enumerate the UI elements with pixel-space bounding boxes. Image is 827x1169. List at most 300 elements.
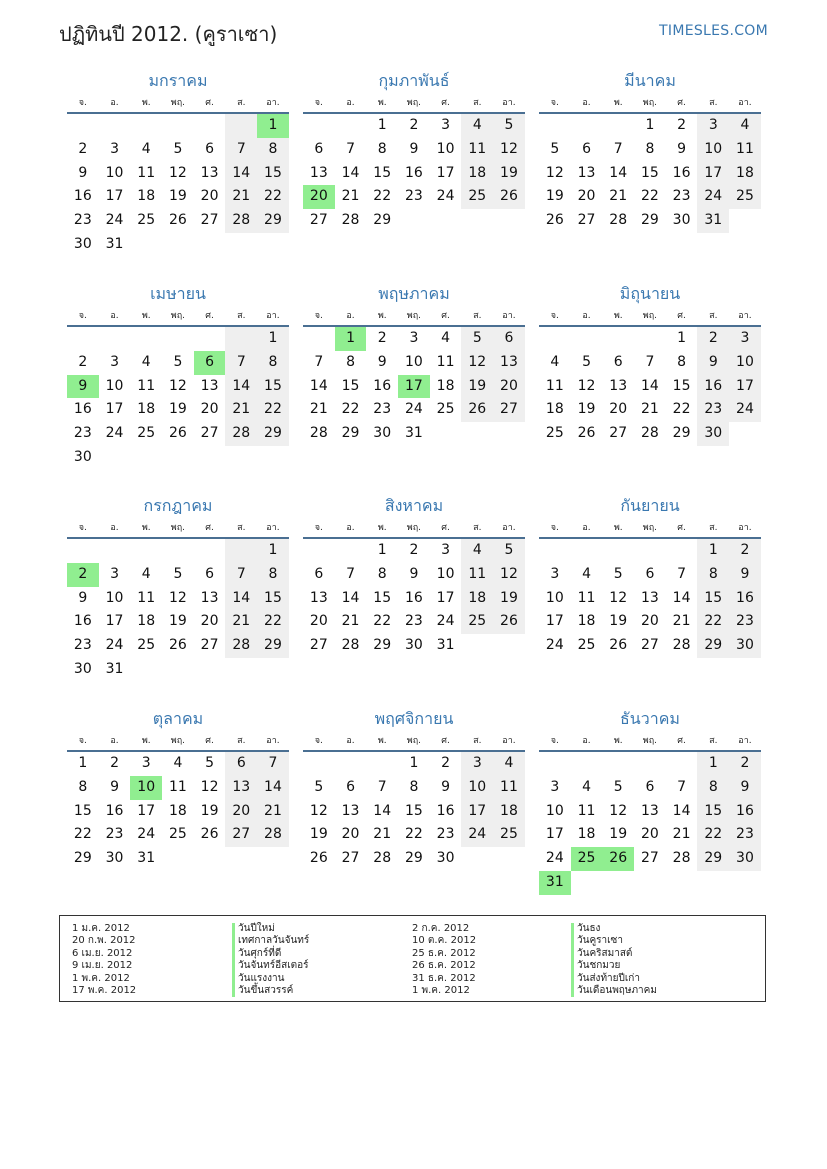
day-cell[interactable]: 31	[436, 637, 455, 654]
day-cell[interactable]: 5	[314, 778, 324, 795]
day-cell[interactable]: 5	[613, 778, 623, 795]
day-cell[interactable]: 19	[461, 375, 493, 399]
day-cell[interactable]: 18	[461, 587, 493, 611]
day-cell[interactable]: 19	[609, 613, 628, 630]
day-cell[interactable]: 23	[729, 823, 761, 847]
day-cell[interactable]: 10	[545, 589, 564, 606]
day-cell[interactable]: 20	[341, 826, 360, 843]
day-cell[interactable]: 3	[441, 542, 451, 558]
day-cell[interactable]: 4	[441, 330, 451, 346]
day-cell[interactable]: 26	[493, 610, 525, 634]
day-cell[interactable]: 27	[609, 425, 628, 442]
day-cell[interactable]: 28	[309, 425, 328, 442]
day-cell[interactable]: 13	[200, 589, 219, 606]
day-cell[interactable]: 11	[577, 589, 596, 606]
day-cell[interactable]: 23	[73, 637, 92, 654]
day-cell[interactable]: 26	[545, 212, 564, 229]
day-cell[interactable]: 26	[168, 212, 187, 229]
day-cell[interactable]: 30	[73, 660, 92, 677]
day-cell[interactable]: 30	[697, 422, 729, 446]
day-cell[interactable]: 15	[404, 802, 423, 819]
day-cell[interactable]: 11	[729, 138, 761, 162]
day-cell[interactable]: 1	[697, 752, 729, 776]
day-cell[interactable]: 6	[493, 327, 525, 351]
day-cell[interactable]: 18	[577, 613, 596, 630]
day-cell[interactable]: 21	[225, 610, 257, 634]
day-cell[interactable]: 28	[341, 637, 360, 654]
day-cell[interactable]: 19	[200, 802, 219, 819]
day-cell[interactable]: 9	[67, 375, 99, 399]
day-cell[interactable]: 18	[137, 188, 156, 205]
day-cell[interactable]: 3	[441, 117, 451, 133]
day-cell[interactable]: 19	[168, 188, 187, 205]
day-cell[interactable]: 26	[602, 847, 634, 871]
day-cell[interactable]: 24	[545, 637, 564, 654]
day-cell[interactable]: 22	[697, 823, 729, 847]
day-cell[interactable]: 2	[110, 755, 119, 771]
day-cell[interactable]: 14	[609, 164, 628, 181]
day-cell[interactable]: 14	[257, 776, 289, 800]
day-cell[interactable]: 8	[78, 778, 88, 795]
day-cell[interactable]: 18	[461, 162, 493, 186]
day-cell[interactable]: 5	[205, 755, 215, 771]
day-cell[interactable]: 29	[373, 212, 392, 229]
day-cell[interactable]: 11	[493, 776, 525, 800]
day-cell[interactable]: 6	[346, 778, 355, 795]
day-cell[interactable]: 30	[105, 850, 124, 867]
day-cell[interactable]: 27	[200, 212, 219, 229]
day-cell[interactable]: 4	[141, 565, 151, 582]
day-cell[interactable]: 3	[550, 778, 560, 795]
day-cell[interactable]: 28	[225, 634, 257, 658]
site-link[interactable]: TIMESLES.COM	[659, 23, 768, 39]
day-cell[interactable]: 1	[335, 327, 367, 351]
day-cell[interactable]: 24	[105, 425, 124, 442]
day-cell[interactable]: 24	[105, 637, 124, 654]
day-cell[interactable]: 22	[640, 188, 659, 205]
day-cell[interactable]: 6	[194, 351, 226, 375]
day-cell[interactable]: 2	[697, 327, 729, 351]
day-cell[interactable]: 23	[436, 826, 455, 843]
day-cell[interactable]: 19	[577, 401, 596, 418]
day-cell[interactable]: 31	[105, 660, 124, 677]
day-cell[interactable]: 31	[137, 850, 156, 867]
day-cell[interactable]: 1	[409, 755, 419, 771]
day-cell[interactable]: 21	[373, 826, 392, 843]
day-cell[interactable]: 17	[105, 613, 124, 630]
day-cell[interactable]: 22	[697, 610, 729, 634]
day-cell[interactable]: 20	[303, 185, 335, 209]
day-cell[interactable]: 17	[436, 589, 455, 606]
day-cell[interactable]: 7	[225, 351, 257, 375]
day-cell[interactable]: 12	[168, 377, 187, 394]
day-cell[interactable]: 30	[729, 634, 761, 658]
day-cell[interactable]: 27	[225, 823, 257, 847]
day-cell[interactable]: 1	[697, 539, 729, 563]
day-cell[interactable]: 5	[173, 353, 183, 370]
day-cell[interactable]: 25	[168, 826, 187, 843]
day-cell[interactable]: 26	[309, 850, 328, 867]
day-cell[interactable]: 9	[409, 140, 419, 157]
day-cell[interactable]: 2	[67, 563, 99, 587]
day-cell[interactable]: 21	[309, 401, 328, 418]
day-cell[interactable]: 29	[341, 425, 360, 442]
day-cell[interactable]: 2	[409, 117, 419, 133]
day-cell[interactable]: 3	[550, 565, 560, 582]
day-cell[interactable]: 9	[377, 353, 387, 370]
day-cell[interactable]: 23	[404, 613, 423, 630]
day-cell[interactable]: 13	[341, 802, 360, 819]
day-cell[interactable]: 8	[697, 563, 729, 587]
day-cell[interactable]: 7	[314, 353, 324, 370]
day-cell[interactable]: 31	[404, 425, 423, 442]
day-cell[interactable]: 6	[314, 140, 324, 157]
day-cell[interactable]: 8	[346, 353, 355, 370]
day-cell[interactable]: 15	[73, 802, 92, 819]
day-cell[interactable]: 7	[677, 565, 687, 582]
day-cell[interactable]: 4	[141, 353, 151, 370]
day-cell[interactable]: 26	[577, 425, 596, 442]
day-cell[interactable]: 24	[137, 826, 156, 843]
day-cell[interactable]: 10	[729, 351, 761, 375]
day-cell[interactable]: 25	[137, 425, 156, 442]
day-cell[interactable]: 24	[545, 850, 564, 867]
day-cell[interactable]: 22	[257, 185, 289, 209]
day-cell[interactable]: 5	[173, 565, 183, 582]
day-cell[interactable]: 5	[493, 114, 525, 138]
day-cell[interactable]: 9	[110, 778, 119, 795]
day-cell[interactable]: 29	[404, 850, 423, 867]
day-cell[interactable]: 24	[105, 212, 124, 229]
day-cell[interactable]: 5	[550, 140, 560, 157]
day-cell[interactable]: 7	[225, 138, 257, 162]
day-cell[interactable]: 20	[609, 401, 628, 418]
day-cell[interactable]: 2	[409, 542, 419, 558]
day-cell[interactable]: 7	[225, 563, 257, 587]
day-cell[interactable]: 12	[168, 164, 187, 181]
day-cell[interactable]: 4	[461, 114, 493, 138]
day-cell[interactable]: 21	[672, 826, 691, 843]
day-cell[interactable]: 15	[373, 164, 392, 181]
day-cell[interactable]: 19	[168, 613, 187, 630]
day-cell[interactable]: 6	[205, 140, 215, 157]
day-cell[interactable]: 24	[404, 401, 423, 418]
day-cell[interactable]: 11	[577, 802, 596, 819]
day-cell[interactable]: 26	[609, 637, 628, 654]
day-cell[interactable]: 6	[205, 565, 215, 582]
day-cell[interactable]: 22	[672, 401, 691, 418]
day-cell[interactable]: 18	[493, 800, 525, 824]
day-cell[interactable]: 29	[373, 637, 392, 654]
day-cell[interactable]: 24	[697, 185, 729, 209]
day-cell[interactable]: 16	[105, 802, 124, 819]
day-cell[interactable]: 19	[309, 826, 328, 843]
day-cell[interactable]: 16	[404, 589, 423, 606]
day-cell[interactable]: 17	[436, 164, 455, 181]
day-cell[interactable]: 11	[461, 138, 493, 162]
day-cell[interactable]: 27	[341, 850, 360, 867]
day-cell[interactable]: 28	[225, 209, 257, 233]
day-cell[interactable]: 13	[200, 377, 219, 394]
day-cell[interactable]: 16	[697, 375, 729, 399]
day-cell[interactable]: 4	[582, 778, 591, 795]
day-cell[interactable]: 10	[130, 776, 162, 800]
day-cell[interactable]: 14	[672, 589, 691, 606]
day-cell[interactable]: 26	[168, 637, 187, 654]
day-cell[interactable]: 16	[404, 164, 423, 181]
day-cell[interactable]: 17	[729, 375, 761, 399]
day-cell[interactable]: 3	[409, 330, 419, 346]
day-cell[interactable]: 7	[346, 140, 355, 157]
day-cell[interactable]: 9	[78, 164, 88, 181]
day-cell[interactable]: 27	[577, 212, 596, 229]
day-cell[interactable]: 4	[173, 755, 183, 771]
day-cell[interactable]: 5	[613, 565, 623, 582]
day-cell[interactable]: 3	[110, 565, 119, 582]
day-cell[interactable]: 14	[341, 589, 360, 606]
day-cell[interactable]: 17	[545, 613, 564, 630]
day-cell[interactable]: 25	[137, 212, 156, 229]
day-cell[interactable]: 1	[257, 539, 289, 563]
day-cell[interactable]: 13	[200, 164, 219, 181]
day-cell[interactable]: 30	[73, 448, 92, 465]
day-cell[interactable]: 26	[168, 425, 187, 442]
day-cell[interactable]: 7	[377, 778, 387, 795]
day-cell[interactable]: 2	[677, 117, 687, 133]
day-cell[interactable]: 8	[257, 563, 289, 587]
day-cell[interactable]: 21	[225, 185, 257, 209]
day-cell[interactable]: 7	[645, 353, 655, 370]
day-cell[interactable]: 16	[73, 613, 92, 630]
day-cell[interactable]: 27	[309, 637, 328, 654]
day-cell[interactable]: 9	[729, 563, 761, 587]
day-cell[interactable]: 2	[377, 330, 387, 346]
day-cell[interactable]: 31	[105, 235, 124, 252]
day-cell[interactable]: 20	[640, 613, 659, 630]
day-cell[interactable]: 14	[341, 164, 360, 181]
day-cell[interactable]: 24	[461, 823, 493, 847]
day-cell[interactable]: 13	[309, 589, 328, 606]
day-cell[interactable]: 15	[257, 162, 289, 186]
day-cell[interactable]: 1	[377, 117, 387, 133]
day-cell[interactable]: 15	[697, 587, 729, 611]
day-cell[interactable]: 1	[257, 327, 289, 351]
day-cell[interactable]: 19	[545, 188, 564, 205]
day-cell[interactable]: 25	[461, 185, 493, 209]
day-cell[interactable]: 11	[436, 353, 455, 370]
day-cell[interactable]: 28	[257, 823, 289, 847]
day-cell[interactable]: 28	[672, 637, 691, 654]
day-cell[interactable]: 13	[225, 776, 257, 800]
day-cell[interactable]: 16	[373, 377, 392, 394]
day-cell[interactable]: 20	[640, 826, 659, 843]
day-cell[interactable]: 25	[571, 847, 603, 871]
day-cell[interactable]: 25	[577, 637, 596, 654]
day-cell[interactable]: 16	[436, 802, 455, 819]
day-cell[interactable]: 20	[225, 800, 257, 824]
day-cell[interactable]: 5	[493, 539, 525, 563]
day-cell[interactable]: 1	[377, 542, 387, 558]
day-cell[interactable]: 3	[110, 140, 119, 157]
day-cell[interactable]: 11	[168, 778, 187, 795]
day-cell[interactable]: 11	[461, 563, 493, 587]
day-cell[interactable]: 9	[729, 776, 761, 800]
day-cell[interactable]: 20	[493, 375, 525, 399]
day-cell[interactable]: 15	[640, 164, 659, 181]
day-cell[interactable]: 21	[225, 398, 257, 422]
day-cell[interactable]: 8	[645, 140, 655, 157]
day-cell[interactable]: 1	[677, 330, 687, 346]
day-cell[interactable]: 23	[404, 188, 423, 205]
day-cell[interactable]: 12	[309, 802, 328, 819]
day-cell[interactable]: 30	[404, 637, 423, 654]
day-cell[interactable]: 21	[341, 613, 360, 630]
day-cell[interactable]: 16	[729, 800, 761, 824]
day-cell[interactable]: 6	[314, 565, 324, 582]
day-cell[interactable]: 23	[73, 425, 92, 442]
day-cell[interactable]: 13	[577, 164, 596, 181]
day-cell[interactable]: 11	[545, 377, 564, 394]
day-cell[interactable]: 21	[672, 613, 691, 630]
day-cell[interactable]: 3	[141, 755, 151, 771]
day-cell[interactable]: 27	[200, 637, 219, 654]
day-cell[interactable]: 10	[436, 140, 455, 157]
day-cell[interactable]: 30	[672, 212, 691, 229]
day-cell[interactable]: 9	[677, 140, 687, 157]
day-cell[interactable]: 8	[377, 565, 387, 582]
day-cell[interactable]: 29	[257, 422, 289, 446]
day-cell[interactable]: 23	[73, 212, 92, 229]
day-cell[interactable]: 23	[105, 826, 124, 843]
day-cell[interactable]: 16	[729, 587, 761, 611]
day-cell[interactable]: 15	[697, 800, 729, 824]
day-cell[interactable]: 18	[137, 613, 156, 630]
day-cell[interactable]: 4	[550, 353, 560, 370]
day-cell[interactable]: 17	[697, 162, 729, 186]
day-cell[interactable]: 30	[729, 847, 761, 871]
day-cell[interactable]: 4	[729, 114, 761, 138]
day-cell[interactable]: 16	[73, 188, 92, 205]
day-cell[interactable]: 28	[672, 850, 691, 867]
day-cell[interactable]: 10	[105, 164, 124, 181]
day-cell[interactable]: 31	[697, 209, 729, 233]
day-cell[interactable]: 12	[609, 589, 628, 606]
day-cell[interactable]: 20	[200, 401, 219, 418]
day-cell[interactable]: 8	[409, 778, 419, 795]
day-cell[interactable]: 25	[436, 401, 455, 418]
day-cell[interactable]: 21	[640, 401, 659, 418]
day-cell[interactable]: 27	[493, 398, 525, 422]
day-cell[interactable]: 23	[697, 398, 729, 422]
day-cell[interactable]: 28	[225, 422, 257, 446]
day-cell[interactable]: 17	[105, 188, 124, 205]
day-cell[interactable]: 19	[493, 587, 525, 611]
day-cell[interactable]: 10	[105, 589, 124, 606]
day-cell[interactable]: 24	[436, 188, 455, 205]
day-cell[interactable]: 15	[257, 587, 289, 611]
day-cell[interactable]: 27	[640, 637, 659, 654]
day-cell[interactable]: 13	[640, 589, 659, 606]
day-cell[interactable]: 25	[137, 637, 156, 654]
day-cell[interactable]: 13	[609, 377, 628, 394]
day-cell[interactable]: 2	[441, 755, 451, 771]
day-cell[interactable]: 31	[539, 871, 571, 895]
day-cell[interactable]: 25	[493, 823, 525, 847]
day-cell[interactable]: 12	[577, 377, 596, 394]
day-cell[interactable]: 29	[257, 634, 289, 658]
day-cell[interactable]: 19	[168, 401, 187, 418]
day-cell[interactable]: 20	[309, 613, 328, 630]
day-cell[interactable]: 22	[373, 188, 392, 205]
day-cell[interactable]: 12	[493, 138, 525, 162]
day-cell[interactable]: 30	[373, 425, 392, 442]
day-cell[interactable]: 29	[672, 425, 691, 442]
day-cell[interactable]: 17	[137, 802, 156, 819]
day-cell[interactable]: 15	[257, 375, 289, 399]
day-cell[interactable]: 3	[729, 327, 761, 351]
day-cell[interactable]: 7	[346, 565, 355, 582]
day-cell[interactable]: 8	[257, 351, 289, 375]
day-cell[interactable]: 7	[677, 778, 687, 795]
day-cell[interactable]: 8	[257, 138, 289, 162]
day-cell[interactable]: 25	[729, 185, 761, 209]
day-cell[interactable]: 28	[640, 425, 659, 442]
day-cell[interactable]: 6	[613, 353, 623, 370]
day-cell[interactable]: 10	[461, 776, 493, 800]
day-cell[interactable]: 12	[461, 351, 493, 375]
day-cell[interactable]: 27	[200, 425, 219, 442]
day-cell[interactable]: 2	[729, 539, 761, 563]
day-cell[interactable]: 2	[729, 752, 761, 776]
day-cell[interactable]: 16	[672, 164, 691, 181]
day-cell[interactable]: 3	[461, 752, 493, 776]
day-cell[interactable]: 27	[309, 212, 328, 229]
day-cell[interactable]: 5	[461, 327, 493, 351]
day-cell[interactable]: 13	[309, 164, 328, 181]
day-cell[interactable]: 23	[729, 610, 761, 634]
day-cell[interactable]: 20	[200, 613, 219, 630]
day-cell[interactable]: 12	[493, 563, 525, 587]
day-cell[interactable]: 14	[309, 377, 328, 394]
day-cell[interactable]: 21	[341, 188, 360, 205]
day-cell[interactable]: 29	[640, 212, 659, 229]
day-cell[interactable]: 13	[493, 351, 525, 375]
day-cell[interactable]: 18	[436, 377, 455, 394]
day-cell[interactable]: 28	[341, 212, 360, 229]
day-cell[interactable]: 9	[441, 778, 451, 795]
day-cell[interactable]: 23	[373, 401, 392, 418]
day-cell[interactable]: 4	[493, 752, 525, 776]
day-cell[interactable]: 23	[672, 188, 691, 205]
day-cell[interactable]: 10	[105, 377, 124, 394]
day-cell[interactable]: 18	[545, 401, 564, 418]
day-cell[interactable]: 20	[577, 188, 596, 205]
day-cell[interactable]: 17	[105, 401, 124, 418]
day-cell[interactable]: 6	[645, 565, 655, 582]
day-cell[interactable]: 21	[257, 800, 289, 824]
day-cell[interactable]: 1	[645, 117, 655, 133]
day-cell[interactable]: 14	[225, 162, 257, 186]
day-cell[interactable]: 21	[609, 188, 628, 205]
day-cell[interactable]: 17	[461, 800, 493, 824]
day-cell[interactable]: 26	[493, 185, 525, 209]
day-cell[interactable]: 11	[137, 164, 156, 181]
day-cell[interactable]: 15	[672, 377, 691, 394]
day-cell[interactable]: 24	[436, 613, 455, 630]
day-cell[interactable]: 11	[137, 589, 156, 606]
day-cell[interactable]: 6	[225, 752, 257, 776]
day-cell[interactable]: 2	[78, 353, 88, 370]
